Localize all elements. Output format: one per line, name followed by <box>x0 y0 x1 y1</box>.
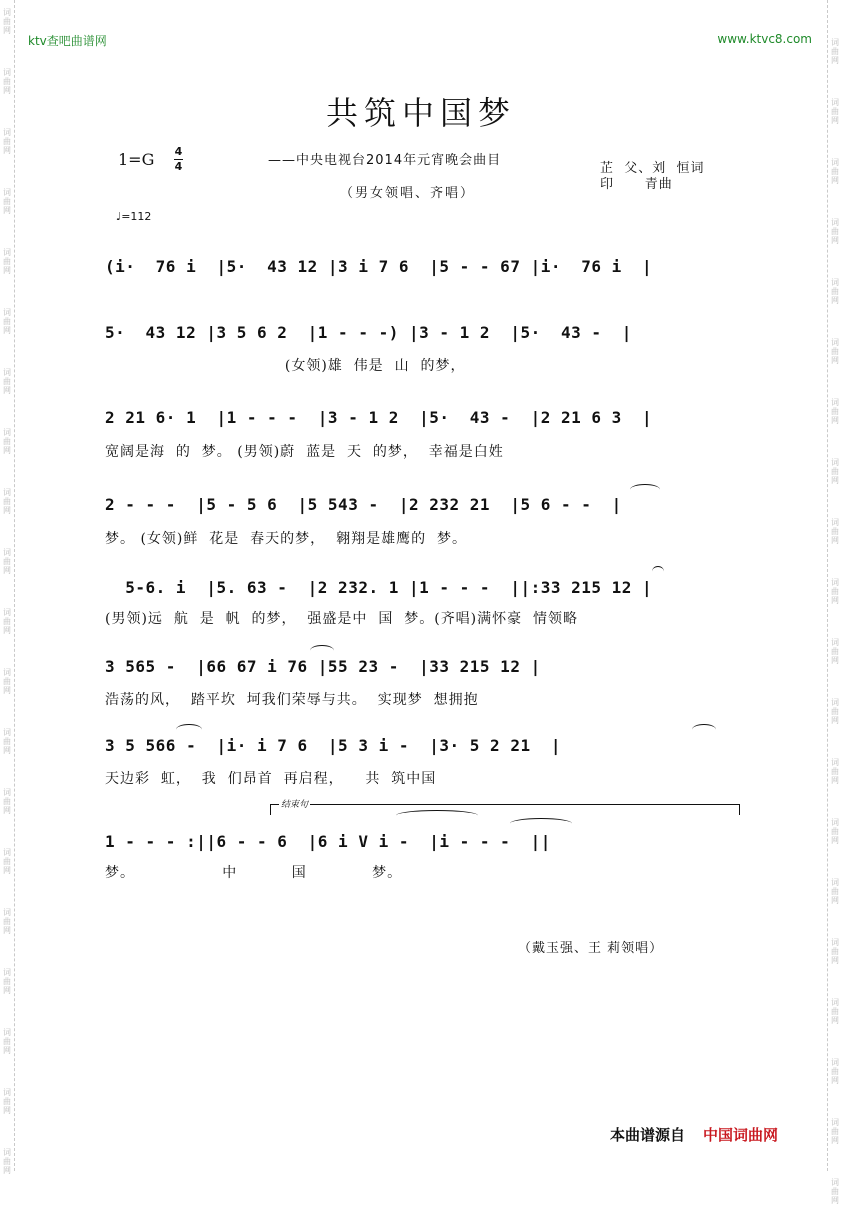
side-watermark: 词 曲 网 <box>831 458 839 485</box>
left-watermark-column <box>0 0 15 1171</box>
score-lyrics: 浩荡的风， 踏平坎 坷我们荣辱与共。 实现梦 想拥抱 <box>105 692 479 708</box>
side-watermark: 词 曲 网 <box>831 398 839 425</box>
song-title: 共筑中国梦 <box>325 94 516 132</box>
score-notes: 5· 43 12 |3 5 6 2 |1 - - -) |3 - 1 2 |5· 43 - | <box>105 323 632 342</box>
tie-mark <box>310 645 334 656</box>
watermark-site-left[interactable]: ktv查吧曲谱网 <box>28 34 107 48</box>
tie-mark <box>396 810 478 821</box>
score-lyrics: (男领)远 航 是 帆 的梦， 强盛是中 国 梦。(齐唱)满怀豪 情领略 <box>105 611 579 627</box>
side-watermark: 词 曲 网 <box>831 1058 839 1085</box>
side-watermark: 词 曲 网 <box>831 1178 839 1205</box>
source-credit <box>610 1124 778 1145</box>
score-notes: 3 565 - |66 67 i 76 |55 23 - |33 215 12 | <box>105 657 541 676</box>
time-signature <box>174 146 183 173</box>
score-notes: 1 - - - :||6 - - 6 |6 i V i - |i - - - || <box>105 832 551 851</box>
watermark-site-right[interactable]: www.ktvc8.com <box>717 32 812 46</box>
score-notes: 5-6. i |5. 63 - |2 232. 1 |1 - - - ||:33 215 12 | <box>105 578 653 597</box>
side-watermark: 词 曲 网 <box>831 158 839 185</box>
side-watermark: 词 曲 网 <box>3 68 11 95</box>
side-watermark: 词 曲 网 <box>831 998 839 1025</box>
side-watermark: 词 曲 网 <box>3 368 11 395</box>
key-signature: 1=G <box>118 150 155 169</box>
tie-mark <box>692 724 716 735</box>
side-watermark: 词 曲 网 <box>831 338 839 365</box>
side-watermark: 词 曲 网 <box>831 698 839 725</box>
score-notes: 3 5 566 - |i· i 7 6 |5 3 i - |3· 5 2 21 | <box>105 736 561 755</box>
side-watermark: 词 曲 网 <box>831 218 839 245</box>
tie-mark <box>510 818 572 829</box>
tie-mark <box>652 566 664 577</box>
side-watermark: 词 曲 网 <box>3 608 11 635</box>
score-lyrics: 宽阔是海 的 梦。 (男领)蔚 蓝是 天 的梦， 幸福是白姓 <box>105 444 504 460</box>
side-watermark: 词 曲 网 <box>831 758 839 785</box>
tempo-marking: ♩=112 <box>116 210 152 223</box>
side-watermark: 词 曲 网 <box>3 728 11 755</box>
side-watermark: 词 曲 网 <box>3 848 11 875</box>
side-watermark: 词 曲 网 <box>3 1088 11 1115</box>
side-watermark: 词 曲 网 <box>3 428 11 455</box>
performers: （男女领唱、齐唱） <box>340 186 476 201</box>
side-watermark: 词 曲 网 <box>831 878 839 905</box>
score-lyrics: 梦。 (女领)鲜 花是 春天的梦， 翱翔是雄鹰的 梦。 <box>105 531 467 547</box>
side-watermark: 词 曲 网 <box>3 1148 11 1175</box>
score-lyrics: (女领)雄 伟是 山 的梦， <box>105 358 466 374</box>
score-notes: 2 - - - |5 - 5 6 |5 543 - |2 232 21 |5 6 - - | <box>105 495 622 514</box>
score-notes: 2 21 6· 1 |1 - - - |3 - 1 2 |5· 43 - |2 21 6 3 | <box>105 408 653 427</box>
side-watermark: 词 曲 网 <box>3 188 11 215</box>
side-watermark: 词 曲 网 <box>831 1118 839 1145</box>
time-signature-top: 4 <box>174 145 183 158</box>
tie-mark <box>176 724 202 735</box>
side-watermark: 词 曲 网 <box>831 818 839 845</box>
score-lyrics: 梦。 中 国 梦。 <box>105 865 403 881</box>
side-watermark: 词 曲 网 <box>831 518 839 545</box>
side-watermark: 词 曲 网 <box>3 548 11 575</box>
time-signature-bottom: 4 <box>174 160 183 173</box>
score-lyrics: 天边彩 虹， 我 们昂首 再启程， 共 筑中国 <box>105 771 437 787</box>
ending-bracket <box>270 800 740 815</box>
side-watermark: 词 曲 网 <box>3 8 11 35</box>
source-label: 本曲谱源自 <box>610 1126 686 1144</box>
side-watermark: 词 曲 网 <box>3 1028 11 1055</box>
song-credits: 芷 父、刘 恒词 印 青曲 <box>600 161 705 192</box>
side-watermark: 词 曲 网 <box>3 968 11 995</box>
song-subtitle: ——中央电视台2014年元宵晚会曲目 <box>268 153 502 168</box>
side-watermark: 词 曲 网 <box>3 248 11 275</box>
side-watermark: 词 曲 网 <box>3 128 11 155</box>
side-watermark: 词 曲 网 <box>831 38 839 65</box>
side-watermark: 词 曲 网 <box>3 908 11 935</box>
side-watermark: 词 曲 网 <box>831 578 839 605</box>
side-watermark: 词 曲 网 <box>3 308 11 335</box>
side-watermark: 词 曲 网 <box>3 668 11 695</box>
side-watermark: 词 曲 网 <box>831 638 839 665</box>
lead-singers: （戴玉强、王 莉领唱） <box>518 941 664 956</box>
side-watermark: 词 曲 网 <box>831 278 839 305</box>
side-watermark: 词 曲 网 <box>3 788 11 815</box>
ending-label: 结束句 <box>279 797 310 810</box>
source-brand-link[interactable]: 中国词曲网 <box>703 1126 779 1144</box>
tie-mark <box>630 484 660 495</box>
side-watermark: 词 曲 网 <box>831 938 839 965</box>
score-notes: (i· 76 i |5· 43 12 |3 i 7 6 |5 - - 67 |i· 76 i | <box>105 257 653 276</box>
side-watermark: 词 曲 网 <box>3 488 11 515</box>
side-watermark: 词 曲 网 <box>831 98 839 125</box>
